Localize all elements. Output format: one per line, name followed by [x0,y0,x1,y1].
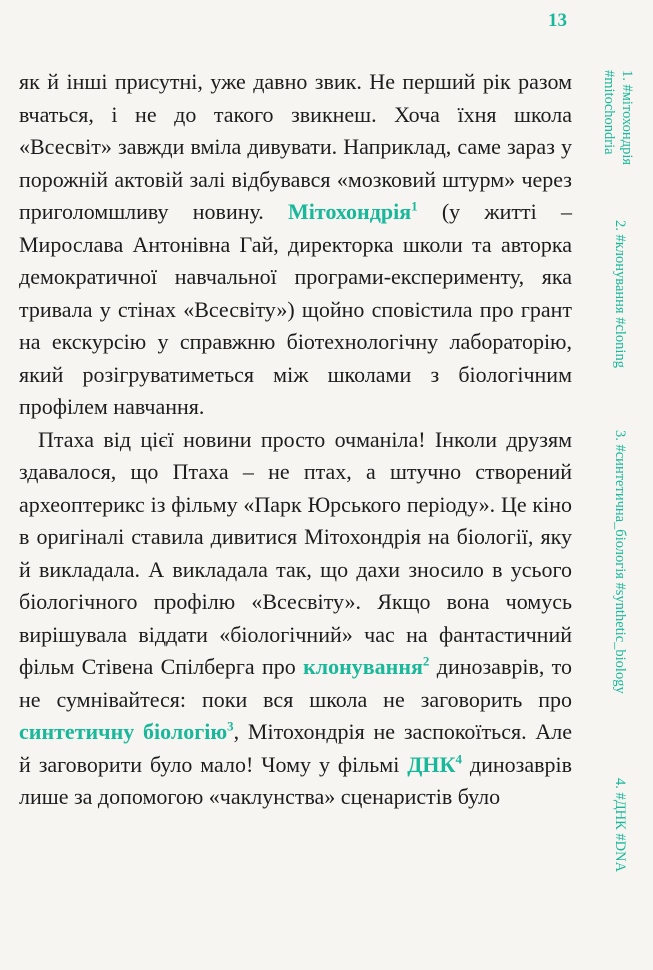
footnote-ref: 2 [422,653,430,669]
highlight-term-mitochondria: Мітохондрія$^1$ [288,198,418,224]
paragraph-2 [19,424,572,814]
paragraph-text: динозаврів лише за допомогою «чаклунства» сценаристів було [19,751,573,809]
page-number: 13 [548,10,567,31]
paragraph-text: динозаврів, то не сумнівайтеся: поки вся школа не заговорить про [19,654,572,712]
highlight-term-synthetic-biology: синтетичну біологію$^3$ [19,718,234,744]
highlight-term-dna: ДНК$^4$ [407,751,462,777]
paragraph-1 [19,66,572,424]
margin-note-synthetic-biology: 3. #синтетична_біологія #synthetic_biology [612,430,628,694]
footnote-ref: 3 [227,718,234,734]
highlight-term-cloning: клонування$^2$ [303,653,430,679]
footnote-ref: 4 [455,751,462,767]
paragraph-text: як й інші присутні, уже давно звик. Не перший рік разом вчаться, і не до такого звикнеш. Хоча їхня школа «Всесвіт» завжди вміла дивувати. Наприклад, саме зараз у порожній актовій залі відбувався «мозковий штурм» через приголомшливу новину. [19,69,572,224]
margin-note-cloning: 2. #клонування #cloning [612,220,628,368]
paragraph-text: Птаха від цієї новини просто очманіла! Інколи друзям здавалося, що Птаха – не птах, а штучно створений археоптерикс із фільму «Парк Юрського періоду». Це кіно в оригіналі ставила дивитися Мітохондрія на біології, яку й викладала. А викладала так, що дахи зносило в усього біологічного профілю «Всесвіту». Якщо вона чомусь вирішувала віддати «біологічний» час на фантастичний фільм Стівена Спілберга про [19,426,572,679]
margin-note-mitochondria: 1. #мітохондрія #mitochondria [601,70,635,166]
margin-note-dna: 4. #ДНК #DNA [612,778,628,873]
paragraph-text: (у житті – Мирослава Антонівна Гай, директорка школи та авторка демократичної навчальної програми-експерименту, яка тривала у стінах «Всесвіту») щойно сповістила про грант на екскурсію у справжню біотехнологічну лабораторію, який розігруватиметься між школами з біологічним профілем навчання. [19,199,572,419]
paragraph-text: , Мітохондрія не заспокоїться. Але й заговорити було мало! Чому у фільмі [19,719,573,777]
footnote-ref: 1 [411,198,418,214]
body-text [19,66,572,814]
margin-notes [600,70,640,950]
